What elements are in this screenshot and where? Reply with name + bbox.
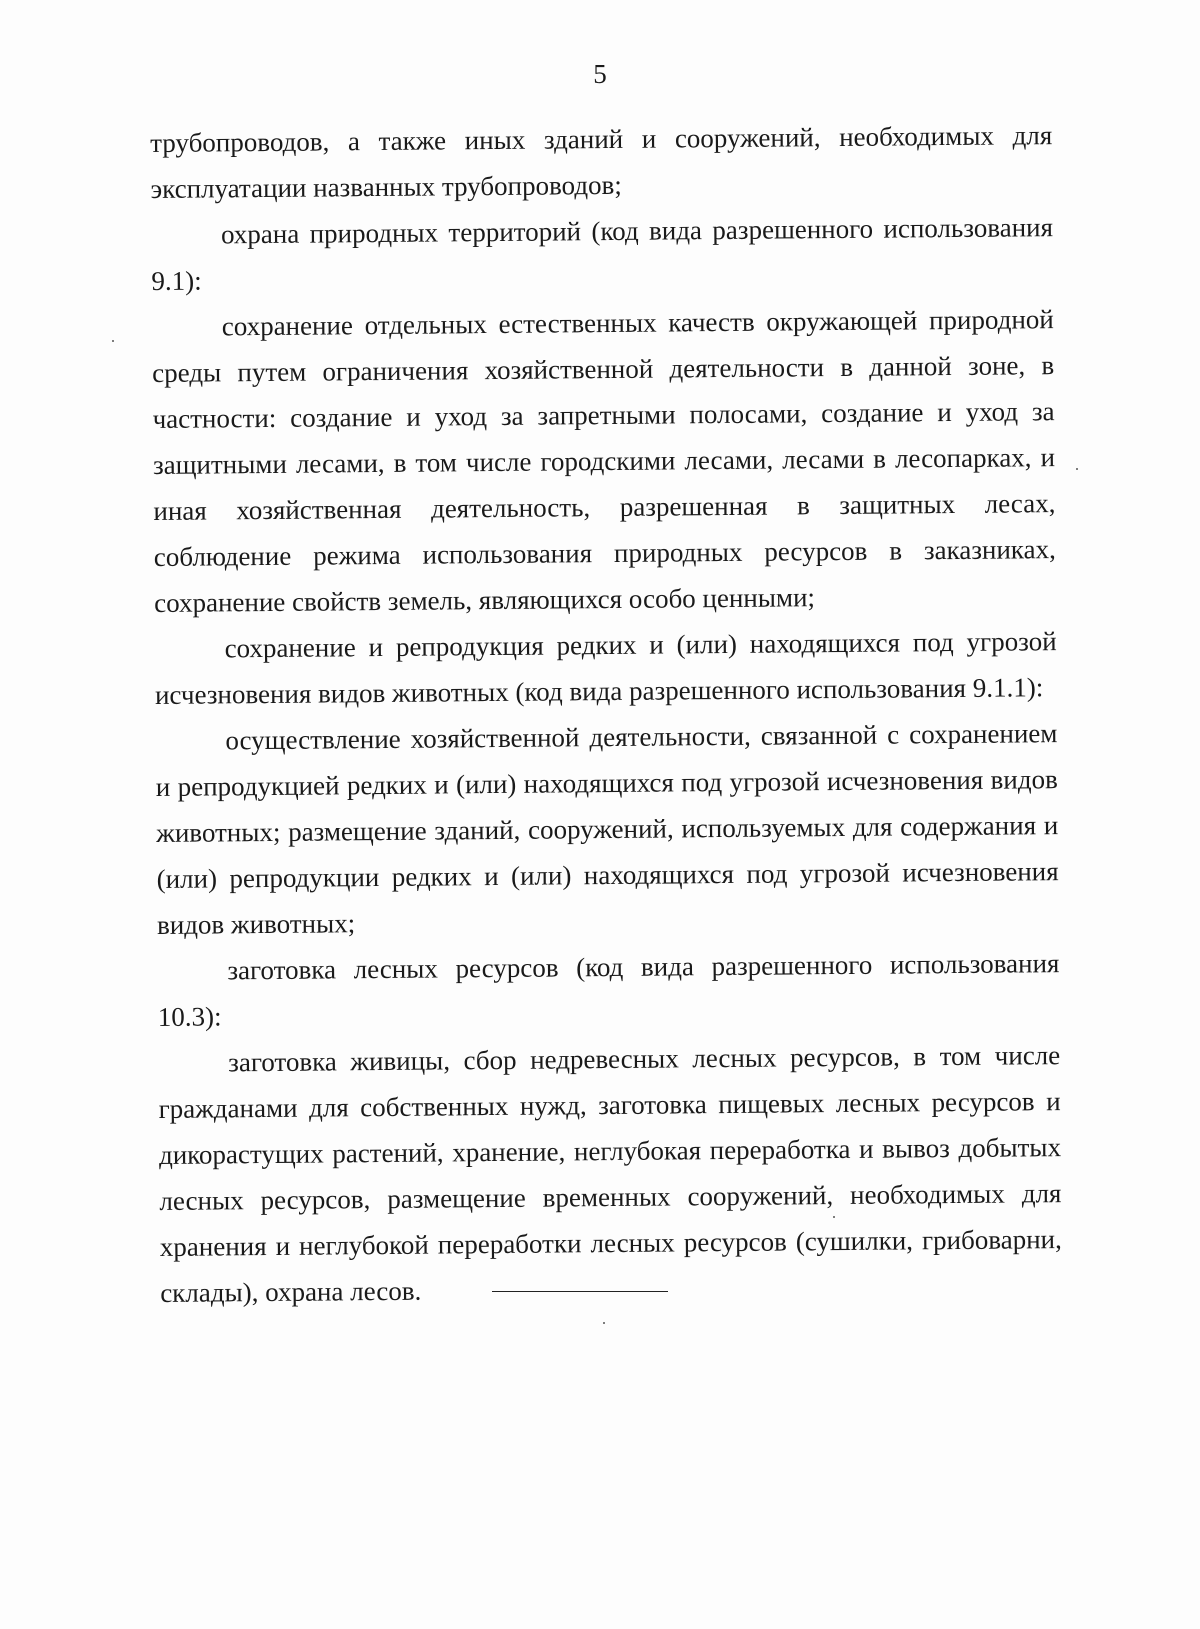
paragraph-rare-species-heading: сохранение и репродукция редких и (или) находящихся под угрозой исчезновения видов животных (код вида разрешенного использования 9.1.1): [154, 626, 1057, 710]
scan-speck [1076, 468, 1078, 470]
paragraph-rare-species-description: осуществление хозяйственной деятельности, связанной с сохранением и репродукцией редких и (или) находящихся под угрозой исчезновения видов животных; размещение зданий, сооружений, используемых для содержания и (или) репродукции редких и (или) находящихся под угрозой исчезновения видов животных; [155, 718, 1059, 940]
paragraph-nature-protection-heading: охрана природных территорий (код вида разрешенного использования 9.1): [151, 212, 1054, 296]
paragraph-forest-resources-description: заготовка живицы, сбор недревесных лесных ресурсов, в том числе гражданами для собственных нужд, заготовка пищевых лесных ресурсов и дикорастущих растений, хранение, неглубокая переработка и вывоз добытых лесных ресурсов, размещение временных сооружений, необходимых для хранения и неглубокой переработки лесных ресурсов (сушилки, грибоварни, склады), охрана лесов. [158, 1040, 1062, 1308]
page-number: 5 [593, 59, 607, 89]
scan-speck [603, 1322, 605, 1324]
scan-speck [833, 1216, 835, 1218]
paragraph-nature-protection-description: сохранение отдельных естественных качеств окружающей природной среды путем ограничения хозяйственной деятельности в данной зоне, в частности: создание и уход за запретными полосами, создание и уход за защитными лесами, в том числе городскими лесами, лесами в лесопарках, и иная хозяйственная деятельность, разрешенная в защитных лесах, соблюдение режима использования природных ресурсов в заказниках, сохранение свойств земель, являющихся особо ценными; [152, 304, 1056, 618]
end-separator-line [492, 1291, 668, 1292]
paragraph-pipelines-continuation: трубопроводов, а также иных зданий и сооружений, необходимых для эксплуатации названных трубопроводов; [150, 120, 1053, 204]
paragraph-forest-resources-heading: заготовка лесных ресурсов (код вида разрешенного использования 10.3): [157, 948, 1060, 1032]
scan-speck [112, 340, 114, 342]
body-text [150, 112, 1062, 1316]
